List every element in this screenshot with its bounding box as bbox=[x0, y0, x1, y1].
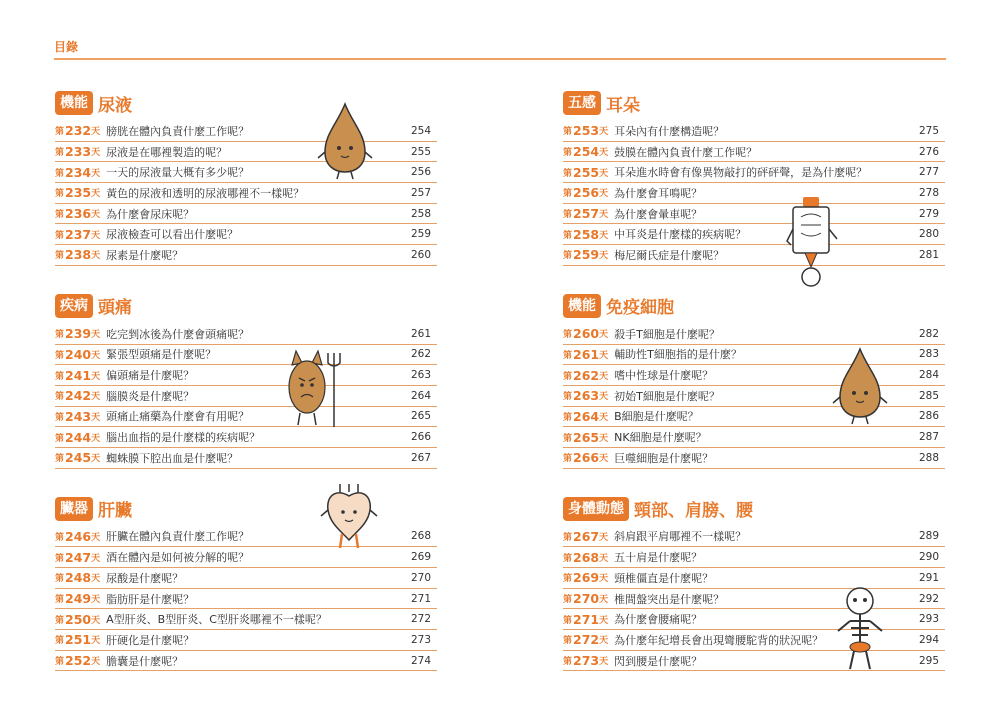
question-text: 巨噬細胞是什麼呢？ bbox=[614, 451, 714, 465]
toc-row[interactable] bbox=[55, 651, 437, 672]
question-text: 膽囊是什麼呢？ bbox=[106, 654, 184, 668]
day-prefix: 第 bbox=[563, 636, 573, 647]
section-title: 免疫細胞 bbox=[606, 298, 674, 319]
toc-row[interactable] bbox=[563, 448, 945, 469]
day-prefix: 第 bbox=[55, 532, 65, 543]
day-number: 264 bbox=[573, 408, 600, 424]
day-suffix: 天 bbox=[599, 657, 609, 668]
day-prefix: 第 bbox=[563, 350, 573, 361]
question-text: 蜘蛛膜下腔出血是什麼呢？ bbox=[106, 451, 239, 465]
page-number: 261 bbox=[410, 327, 431, 340]
section-header bbox=[563, 291, 945, 321]
day-number: 259 bbox=[573, 247, 600, 263]
day-suffix: 天 bbox=[91, 127, 101, 138]
question-text: 膀胱在體內負責什麼工作呢？ bbox=[106, 124, 250, 138]
page-number: 278 bbox=[918, 186, 939, 199]
toc-section bbox=[55, 291, 437, 469]
category-badge: 機能 bbox=[55, 91, 93, 115]
day-prefix: 第 bbox=[55, 553, 65, 564]
question-text: 尿素是什麼呢？ bbox=[106, 248, 184, 262]
question-text: 為什麼會暈車呢？ bbox=[614, 207, 703, 221]
day-number: 246 bbox=[65, 528, 92, 544]
question-text: 初始T細胞是什麼呢？ bbox=[614, 389, 720, 403]
day-prefix: 第 bbox=[55, 433, 65, 444]
page-number: 270 bbox=[410, 571, 431, 584]
day-suffix: 天 bbox=[599, 168, 609, 179]
day-number: 242 bbox=[65, 388, 92, 404]
day-prefix: 第 bbox=[563, 148, 573, 159]
day-suffix: 天 bbox=[599, 574, 609, 585]
day-suffix: 天 bbox=[599, 371, 609, 382]
day-prefix: 第 bbox=[55, 148, 65, 159]
toc-row[interactable] bbox=[55, 162, 437, 183]
day-suffix: 天 bbox=[599, 412, 609, 423]
day-suffix: 天 bbox=[91, 595, 101, 606]
toc-row[interactable] bbox=[563, 245, 945, 266]
question-text: 偏頭痛是什麼呢？ bbox=[106, 369, 195, 383]
day-suffix: 天 bbox=[599, 392, 609, 403]
section-title: 頭痛 bbox=[98, 298, 132, 319]
day-suffix: 天 bbox=[599, 230, 609, 241]
question-text: 黃色的尿液和透明的尿液哪裡不一樣呢？ bbox=[106, 186, 305, 200]
day-number: 273 bbox=[573, 653, 600, 669]
day-number: 233 bbox=[65, 144, 92, 160]
page-number: 284 bbox=[918, 369, 939, 382]
day-prefix: 第 bbox=[563, 189, 573, 200]
day-suffix: 天 bbox=[599, 595, 609, 606]
section-title: 頸部、肩膀、腰 bbox=[634, 501, 753, 522]
day-prefix: 第 bbox=[563, 168, 573, 179]
section-header bbox=[55, 291, 437, 321]
page-number: 286 bbox=[918, 410, 939, 423]
day-prefix: 第 bbox=[55, 412, 65, 423]
day-number: 266 bbox=[573, 450, 600, 466]
day-suffix: 天 bbox=[91, 657, 101, 668]
page-number: 274 bbox=[410, 654, 431, 667]
day-prefix: 第 bbox=[55, 392, 65, 403]
category-badge: 機能 bbox=[563, 294, 601, 318]
day-number: 247 bbox=[65, 549, 92, 565]
day-number: 241 bbox=[65, 367, 92, 383]
day-number: 248 bbox=[65, 570, 92, 586]
page-number: 276 bbox=[918, 145, 939, 158]
day-suffix: 天 bbox=[91, 148, 101, 159]
day-prefix: 第 bbox=[55, 595, 65, 606]
toc-row[interactable] bbox=[55, 345, 437, 366]
question-text: 輔助性T細胞指的是什麼？ bbox=[614, 348, 742, 362]
day-prefix: 第 bbox=[563, 127, 573, 138]
day-suffix: 天 bbox=[599, 553, 609, 564]
page-number: 263 bbox=[410, 369, 431, 382]
page-number: 282 bbox=[918, 327, 939, 340]
page-number: 280 bbox=[918, 228, 939, 241]
page-number: 267 bbox=[410, 451, 431, 464]
day-suffix: 天 bbox=[91, 574, 101, 585]
day-prefix: 第 bbox=[563, 595, 573, 606]
page-number: 293 bbox=[918, 613, 939, 626]
day-prefix: 第 bbox=[563, 433, 573, 444]
day-prefix: 第 bbox=[563, 412, 573, 423]
devil-headache-character-icon bbox=[282, 345, 352, 430]
toc-row[interactable] bbox=[55, 609, 437, 630]
toc-row[interactable] bbox=[55, 448, 437, 469]
toc-row[interactable] bbox=[55, 589, 437, 610]
day-prefix: 第 bbox=[55, 189, 65, 200]
question-text: 嗜中性球是什麼呢？ bbox=[614, 369, 714, 383]
question-text: 一天的尿液量大概有多少呢？ bbox=[106, 166, 250, 180]
toc-row[interactable] bbox=[563, 547, 945, 568]
day-prefix: 第 bbox=[563, 657, 573, 668]
day-number: 255 bbox=[573, 164, 600, 180]
question-text: 尿酸是什麼呢？ bbox=[106, 571, 184, 585]
toc-row[interactable] bbox=[563, 204, 945, 225]
day-prefix: 第 bbox=[55, 454, 65, 465]
section-title: 肝臟 bbox=[98, 501, 132, 522]
page-number: 264 bbox=[410, 389, 431, 402]
day-number: 254 bbox=[573, 144, 600, 160]
question-text: 鼓膜在體內負責什麼工作呢？ bbox=[614, 145, 758, 159]
page-number: 292 bbox=[918, 592, 939, 605]
toc-row[interactable] bbox=[563, 162, 945, 183]
toc-row[interactable] bbox=[55, 630, 437, 651]
toc-row[interactable] bbox=[563, 224, 945, 245]
page-number: 258 bbox=[410, 207, 431, 220]
day-suffix: 天 bbox=[599, 330, 609, 341]
day-number: 258 bbox=[573, 226, 600, 242]
day-number: 243 bbox=[65, 408, 92, 424]
question-text: 頭痛止痛藥為什麼會有用呢？ bbox=[106, 410, 250, 424]
section-title: 耳朵 bbox=[606, 95, 640, 116]
toc-section bbox=[55, 88, 437, 266]
urine-drop-character-icon bbox=[315, 100, 375, 180]
page-number: 290 bbox=[918, 551, 939, 564]
page-number: 271 bbox=[410, 592, 431, 605]
toc-row[interactable] bbox=[55, 568, 437, 589]
day-prefix: 第 bbox=[563, 454, 573, 465]
toc-row[interactable] bbox=[563, 324, 945, 345]
day-suffix: 天 bbox=[91, 636, 101, 647]
question-text: 尿液檢查可以看出什麼呢？ bbox=[106, 228, 239, 242]
toc-row[interactable] bbox=[563, 183, 945, 204]
question-text: 為什麼會耳鳴呢？ bbox=[614, 186, 703, 200]
day-number: 271 bbox=[573, 611, 600, 627]
page-number: 272 bbox=[410, 613, 431, 626]
day-number: 244 bbox=[65, 429, 92, 445]
page-number: 283 bbox=[918, 348, 939, 361]
ear-character-icon bbox=[785, 195, 845, 290]
question-text: B細胞是什麼呢？ bbox=[614, 410, 699, 424]
day-prefix: 第 bbox=[563, 210, 573, 221]
day-prefix: 第 bbox=[55, 615, 65, 626]
page-number: 288 bbox=[918, 451, 939, 464]
category-badge: 身體動態 bbox=[563, 497, 629, 521]
page-number: 291 bbox=[918, 571, 939, 584]
question-text: A型肝炎、B型肝炎、C型肝炎哪裡不一樣呢？ bbox=[106, 613, 327, 627]
day-number: 256 bbox=[573, 185, 600, 201]
question-text: 為什麼會腰痛呢？ bbox=[614, 613, 703, 627]
toc-row[interactable] bbox=[563, 527, 945, 548]
page-number: 268 bbox=[410, 530, 431, 543]
day-suffix: 天 bbox=[91, 454, 101, 465]
toc-row[interactable] bbox=[55, 407, 437, 428]
day-suffix: 天 bbox=[91, 615, 101, 626]
day-number: 270 bbox=[573, 591, 600, 607]
page-number: 289 bbox=[918, 530, 939, 543]
question-text: 椎間盤突出是什麼呢？ bbox=[614, 592, 725, 606]
day-number: 257 bbox=[573, 206, 600, 222]
toc-row[interactable] bbox=[55, 121, 437, 142]
page-number: 287 bbox=[918, 431, 939, 444]
question-text: 閃到腰是什麼呢？ bbox=[614, 654, 703, 668]
day-number: 260 bbox=[573, 326, 600, 342]
day-suffix: 天 bbox=[91, 532, 101, 543]
section-header bbox=[55, 88, 437, 118]
day-prefix: 第 bbox=[563, 330, 573, 341]
toc-row[interactable] bbox=[55, 427, 437, 448]
day-suffix: 天 bbox=[599, 148, 609, 159]
day-prefix: 第 bbox=[55, 251, 65, 262]
day-suffix: 天 bbox=[91, 189, 101, 200]
toc-column-left bbox=[55, 88, 437, 671]
question-text: 殺手T細胞是什麼呢？ bbox=[614, 327, 720, 341]
section-header bbox=[563, 88, 945, 118]
day-suffix: 天 bbox=[91, 350, 101, 361]
day-number: 269 bbox=[573, 570, 600, 586]
day-suffix: 天 bbox=[91, 392, 101, 403]
day-prefix: 第 bbox=[55, 168, 65, 179]
question-text: 五十肩是什麼呢？ bbox=[614, 551, 703, 565]
day-number: 267 bbox=[573, 528, 600, 544]
day-suffix: 天 bbox=[599, 251, 609, 262]
day-prefix: 第 bbox=[563, 251, 573, 262]
day-number: 252 bbox=[65, 653, 92, 669]
page-number: 279 bbox=[918, 207, 939, 220]
question-text: 肝硬化是什麼呢？ bbox=[106, 633, 195, 647]
day-suffix: 天 bbox=[91, 168, 101, 179]
category-badge: 五感 bbox=[563, 91, 601, 115]
section-title: 尿液 bbox=[98, 95, 132, 116]
category-badge: 疾病 bbox=[55, 294, 93, 318]
page-number: 256 bbox=[410, 166, 431, 179]
page-number: 295 bbox=[918, 654, 939, 667]
toc-row[interactable] bbox=[55, 183, 437, 204]
day-suffix: 天 bbox=[599, 189, 609, 200]
day-prefix: 第 bbox=[55, 574, 65, 585]
section-header bbox=[563, 494, 945, 524]
day-number: 262 bbox=[573, 367, 600, 383]
toc-row[interactable] bbox=[563, 142, 945, 163]
day-prefix: 第 bbox=[563, 532, 573, 543]
page-number: 265 bbox=[410, 410, 431, 423]
day-number: 261 bbox=[573, 346, 600, 362]
question-text: 脂肪肝是什麼呢？ bbox=[106, 592, 195, 606]
day-number: 235 bbox=[65, 185, 92, 201]
page-number: 281 bbox=[918, 248, 939, 261]
day-suffix: 天 bbox=[91, 210, 101, 221]
day-number: 268 bbox=[573, 549, 600, 565]
day-number: 249 bbox=[65, 591, 92, 607]
toc-row[interactable] bbox=[55, 204, 437, 225]
day-suffix: 天 bbox=[91, 330, 101, 341]
day-suffix: 天 bbox=[91, 230, 101, 241]
question-text: 腦膜炎是什麼呢？ bbox=[106, 389, 195, 403]
page-number: 277 bbox=[918, 166, 939, 179]
question-text: 耳朵內有什麼構造呢？ bbox=[614, 124, 725, 138]
question-text: 尿液是在哪裡製造的呢？ bbox=[106, 145, 228, 159]
question-text: 為什麼會尿床呢？ bbox=[106, 207, 195, 221]
page-number: 257 bbox=[410, 186, 431, 199]
skeleton-character-icon bbox=[830, 585, 890, 675]
toc-section bbox=[563, 88, 945, 266]
question-text: NK細胞是什麼呢？ bbox=[614, 431, 707, 445]
header-rule bbox=[54, 58, 946, 60]
day-prefix: 第 bbox=[55, 210, 65, 221]
day-suffix: 天 bbox=[599, 433, 609, 444]
toc-row[interactable] bbox=[563, 427, 945, 448]
question-text: 緊張型頭痛是什麼呢？ bbox=[106, 348, 217, 362]
immune-cell-character-icon bbox=[830, 345, 890, 425]
day-prefix: 第 bbox=[55, 330, 65, 341]
toc-row[interactable] bbox=[563, 121, 945, 142]
day-suffix: 天 bbox=[91, 412, 101, 423]
day-prefix: 第 bbox=[563, 553, 573, 564]
day-number: 236 bbox=[65, 206, 92, 222]
page-number: 259 bbox=[410, 228, 431, 241]
day-prefix: 第 bbox=[55, 230, 65, 241]
question-text: 腦出血指的是什麼樣的疾病呢？ bbox=[106, 431, 261, 445]
day-number: 265 bbox=[573, 429, 600, 445]
day-suffix: 天 bbox=[91, 553, 101, 564]
day-prefix: 第 bbox=[55, 371, 65, 382]
day-suffix: 天 bbox=[599, 210, 609, 221]
page-number: 275 bbox=[918, 124, 939, 137]
category-badge: 臟器 bbox=[55, 497, 93, 521]
page-number: 266 bbox=[410, 431, 431, 444]
toc-row[interactable] bbox=[55, 324, 437, 345]
question-text: 酒在體內是如何被分解的呢？ bbox=[106, 551, 250, 565]
day-suffix: 天 bbox=[599, 532, 609, 543]
page-number: 255 bbox=[410, 145, 431, 158]
page-number: 294 bbox=[918, 633, 939, 646]
day-suffix: 天 bbox=[599, 636, 609, 647]
question-text: 吃完剉冰後為什麼會頭痛呢？ bbox=[106, 327, 250, 341]
question-text: 為什麼年紀增長會出現彎腰駝背的狀況呢？ bbox=[614, 633, 824, 647]
day-number: 238 bbox=[65, 247, 92, 263]
day-number: 232 bbox=[65, 123, 92, 139]
question-text: 斜肩跟平肩哪裡不一樣呢？ bbox=[614, 530, 747, 544]
day-number: 240 bbox=[65, 346, 92, 362]
question-text: 耳朵進水時會有像異物敲打的砰砰聲，是為什麼呢？ bbox=[614, 166, 868, 180]
day-suffix: 天 bbox=[91, 251, 101, 262]
day-prefix: 第 bbox=[55, 350, 65, 361]
day-prefix: 第 bbox=[563, 230, 573, 241]
day-number: 245 bbox=[65, 450, 92, 466]
page-header: 目錄 bbox=[54, 40, 79, 54]
question-text: 頸椎僵直是什麼呢？ bbox=[614, 571, 714, 585]
day-suffix: 天 bbox=[599, 454, 609, 465]
day-prefix: 第 bbox=[563, 615, 573, 626]
question-text: 梅尼爾氏症是什麼呢？ bbox=[614, 248, 725, 262]
liver-character-icon bbox=[318, 482, 380, 554]
day-number: 234 bbox=[65, 164, 92, 180]
question-text: 中耳炎是什麼樣的疾病呢？ bbox=[614, 228, 747, 242]
day-prefix: 第 bbox=[55, 127, 65, 138]
day-number: 250 bbox=[65, 611, 92, 627]
question-text: 肝臟在體內負責什麼工作呢？ bbox=[106, 530, 250, 544]
day-number: 272 bbox=[573, 632, 600, 648]
page-number: 262 bbox=[410, 348, 431, 361]
day-prefix: 第 bbox=[55, 657, 65, 668]
toc-row[interactable] bbox=[55, 224, 437, 245]
day-prefix: 第 bbox=[563, 371, 573, 382]
day-suffix: 天 bbox=[599, 350, 609, 361]
day-prefix: 第 bbox=[563, 574, 573, 585]
day-number: 237 bbox=[65, 226, 92, 242]
page-number: 254 bbox=[410, 124, 431, 137]
day-number: 239 bbox=[65, 326, 92, 342]
day-prefix: 第 bbox=[563, 392, 573, 403]
day-number: 253 bbox=[573, 123, 600, 139]
toc-row[interactable] bbox=[55, 245, 437, 266]
toc-row[interactable] bbox=[55, 365, 437, 386]
day-number: 263 bbox=[573, 388, 600, 404]
day-number: 251 bbox=[65, 632, 92, 648]
page-number: 260 bbox=[410, 248, 431, 261]
page-number: 273 bbox=[410, 633, 431, 646]
day-suffix: 天 bbox=[91, 371, 101, 382]
page-number: 269 bbox=[410, 551, 431, 564]
day-suffix: 天 bbox=[91, 433, 101, 444]
day-prefix: 第 bbox=[55, 636, 65, 647]
day-suffix: 天 bbox=[599, 615, 609, 626]
day-suffix: 天 bbox=[599, 127, 609, 138]
toc-row[interactable] bbox=[55, 142, 437, 163]
page-number: 285 bbox=[918, 389, 939, 402]
toc-row[interactable] bbox=[55, 386, 437, 407]
